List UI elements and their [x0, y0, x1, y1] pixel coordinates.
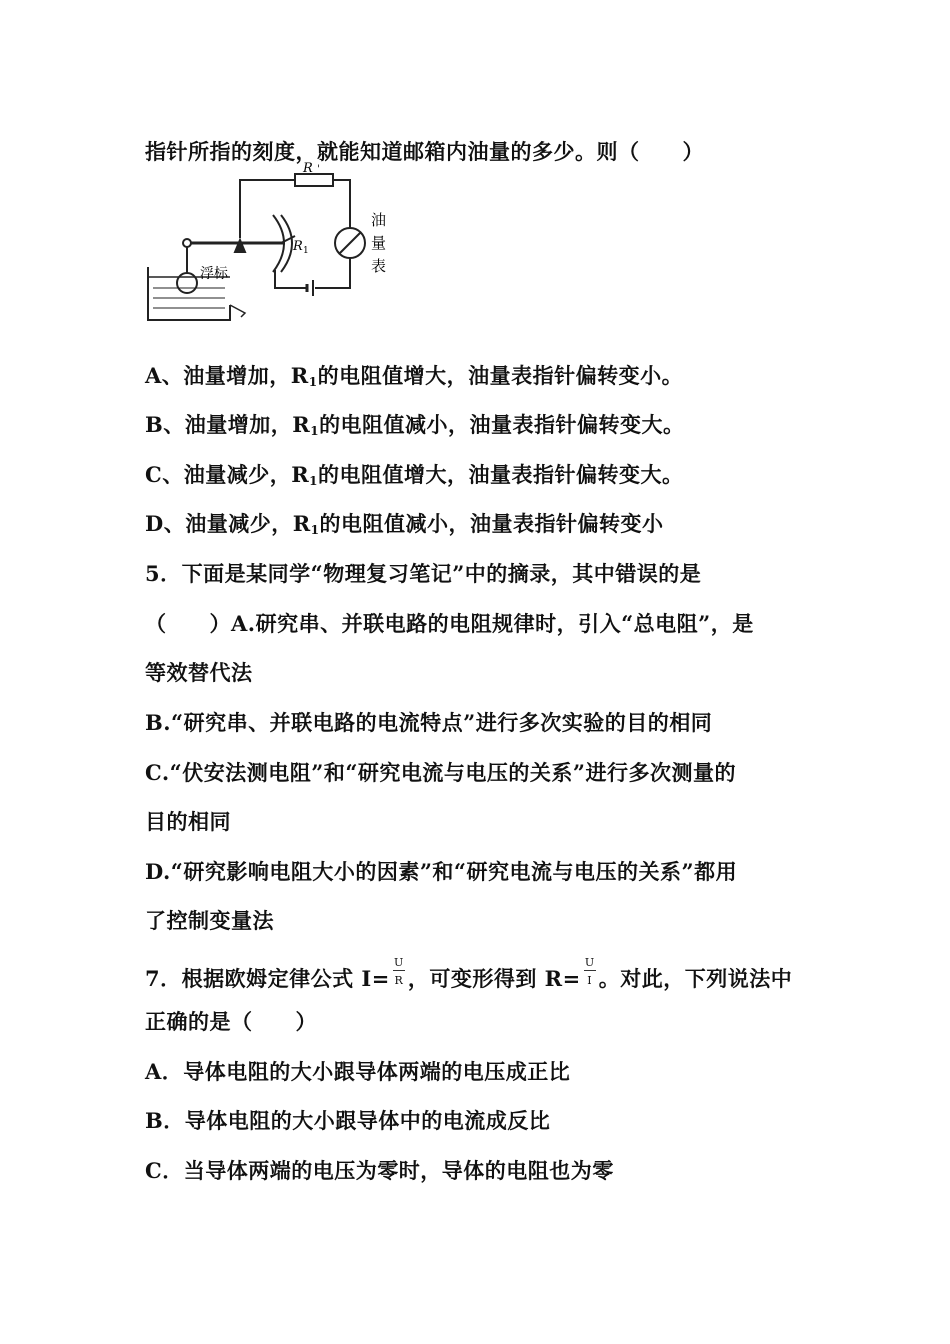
- q5-option-c-line-2: 目的相同: [145, 809, 231, 834]
- wire-bottom-right: [315, 258, 350, 288]
- q7-stem-line-2: 正确的是（ ）: [145, 1009, 317, 1034]
- q7-stem-line-1: 7．根据欧姆定律公式 I= $\frac{U}{R}$ ，可变形得到 R= $\frac{U}{I}$ 。对此，下列说法中: [145, 956, 793, 991]
- meter-label-2: 量: [371, 234, 387, 252]
- q7-option-b: B．导体电阻的大小跟导体中的电流成反比: [145, 1108, 551, 1133]
- tank-outlet: [230, 305, 245, 317]
- intro-text: 指针所指的刻度，就能知道邮箱内油量的多少。则（ ）: [145, 139, 704, 164]
- meter-label-1: 油: [371, 211, 387, 229]
- q4-option-c: C、油量减少，$R_1$的电阻值增大，油量表指针偏转变大。: [145, 462, 684, 488]
- q7-option-c: C．当导体两端的电压为零时，导体的电阻也为零: [145, 1158, 614, 1183]
- q5-option-d-line-2: 了控制变量法: [145, 908, 274, 933]
- q4-option-b: B、油量增加，$R_1$的电阻值减小，油量表指针偏转变大。: [145, 412, 685, 438]
- q5-stem-line-2: （ ）A.研究串、并联电路的电阻规律时，引入“总电阻”，是: [145, 611, 754, 636]
- r1-subscript: 1: [303, 246, 309, 256]
- r-prime-label: R ': [303, 161, 320, 176]
- q7-option-a: A．导体电阻的大小跟导体两端的电压成正比: [145, 1059, 571, 1084]
- q5-stem-line-1: 5．下面是某同学“物理复习笔记”中的摘录，其中错误的是: [145, 561, 702, 586]
- q4-option-d: D、油量减少，$R_1$的电阻值减小，油量表指针偏转变小: [145, 511, 664, 537]
- q5-option-c-line-1: C.“伏安法测电阻”和“研究电流与电压的关系”进行多次测量的: [145, 760, 736, 785]
- wire-bottom-left: [275, 270, 307, 288]
- float-ball: [177, 273, 197, 293]
- q5-stem-line-3: 等效替代法: [145, 660, 253, 685]
- q5-option-b: B.“研究串、并联电路的电流特点”进行多次实验的目的相同: [145, 710, 713, 735]
- r-prime-mark: ': [316, 164, 320, 175]
- meter-label-3: 表: [371, 257, 387, 275]
- wire-top-right: [333, 180, 350, 228]
- oil-gauge-circuit-diagram: [145, 161, 395, 325]
- q5-option-d-line-1: D.“研究影响电阻大小的因素”和“研究电流与电压的关系”都用: [145, 859, 738, 884]
- r1-label: R: [293, 239, 303, 254]
- float-label: 浮标: [200, 266, 228, 282]
- q4-option-a: A、油量增加，$R_1$的电阻值增大，油量表指针偏转变小。: [145, 363, 684, 389]
- wire-top-left: [240, 180, 295, 202]
- lever-joint: [183, 239, 191, 247]
- meter-needle: [340, 233, 360, 253]
- fraction-u-over-i: $\frac{U}{I}$: [584, 956, 595, 987]
- fraction-u-over-r: $\frac{U}{R}$: [393, 956, 404, 987]
